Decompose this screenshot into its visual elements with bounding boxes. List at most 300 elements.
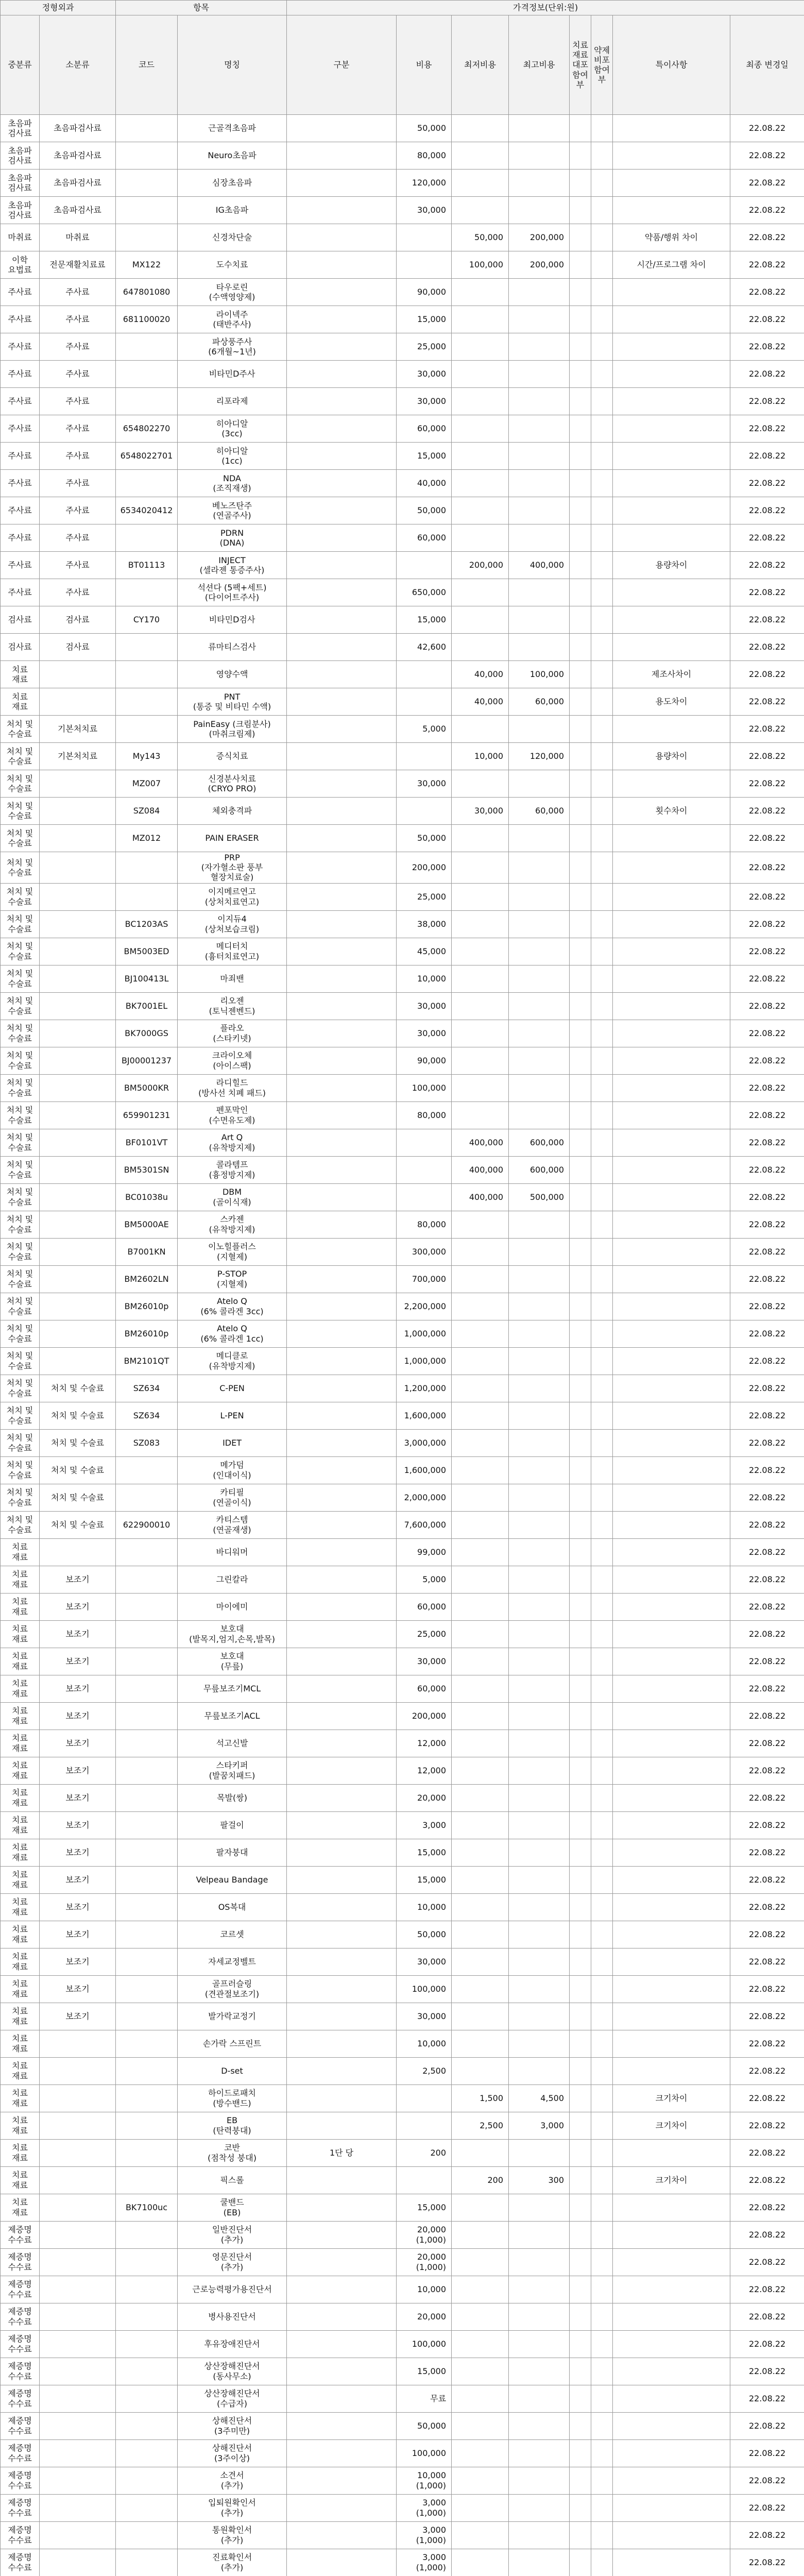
cell-material-included bbox=[570, 634, 591, 661]
cell-item-name: 이노힐플러스 (지혈제) bbox=[178, 1238, 287, 1265]
cell-code bbox=[116, 2139, 178, 2166]
cell-material-included bbox=[570, 1948, 591, 1975]
cell-code: BM5003ED bbox=[116, 938, 178, 965]
cell-note bbox=[613, 2057, 730, 2084]
table-row bbox=[1, 497, 804, 524]
cell-updated-date: 22.08.22 bbox=[730, 1101, 804, 1129]
cell-code: BM2101QT bbox=[116, 1347, 178, 1375]
cell-drug-included bbox=[591, 1456, 613, 1484]
cell-category: 처치 및 수술료 bbox=[1, 770, 40, 798]
cell-min-price bbox=[452, 115, 509, 142]
cell-max-price bbox=[509, 443, 570, 470]
cell-division bbox=[287, 2084, 397, 2112]
cell-subcategory: 주사료 bbox=[40, 306, 116, 333]
cell-category: 초음파 검사료 bbox=[1, 197, 40, 224]
cell-updated-date: 22.08.22 bbox=[730, 552, 804, 579]
cell-item-name: 쿨밴드 (EB) bbox=[178, 2194, 287, 2221]
cell-price: 300,000 bbox=[397, 1238, 452, 1265]
table-row bbox=[1, 992, 804, 1020]
cell-code bbox=[116, 1593, 178, 1620]
cell-category: 처치 및 수술료 bbox=[1, 1156, 40, 1183]
cell-drug-included bbox=[591, 965, 613, 992]
table-row bbox=[1, 1675, 804, 1702]
cell-note bbox=[613, 1265, 730, 1293]
table-row bbox=[1, 197, 804, 224]
cell-max-price bbox=[509, 1347, 570, 1375]
cell-category: 초음파 검사료 bbox=[1, 115, 40, 142]
cell-item-name: 스타키퍼 (발꿈치패드) bbox=[178, 1757, 287, 1784]
cell-drug-included bbox=[591, 279, 613, 306]
cell-subcategory bbox=[40, 883, 116, 910]
cell-note bbox=[613, 2494, 730, 2521]
cell-subcategory: 보조기 bbox=[40, 1921, 116, 1948]
cell-material-included bbox=[570, 606, 591, 634]
cell-subcategory: 보조기 bbox=[40, 1730, 116, 1757]
cell-material-included bbox=[570, 2248, 591, 2276]
cell-division bbox=[287, 634, 397, 661]
cell-code: BK7000GS bbox=[116, 1020, 178, 1047]
cell-max-price: 100,000 bbox=[509, 661, 570, 688]
cell-code bbox=[116, 2385, 178, 2412]
cell-division bbox=[287, 1429, 397, 1456]
cell-drug-included bbox=[591, 2358, 613, 2385]
table-row bbox=[1, 1320, 804, 1347]
cell-material-included bbox=[570, 1975, 591, 2003]
cell-price: 99,000 bbox=[397, 1538, 452, 1566]
cell-price bbox=[397, 251, 452, 279]
cell-code: B7001KN bbox=[116, 1238, 178, 1265]
cell-drug-included bbox=[591, 938, 613, 965]
cell-min-price bbox=[452, 142, 509, 170]
cell-subcategory: 전문재활치료료 bbox=[40, 251, 116, 279]
cell-updated-date: 22.08.22 bbox=[730, 1675, 804, 1702]
cell-updated-date: 22.08.22 bbox=[730, 306, 804, 333]
cell-category: 처치 및 수술료 bbox=[1, 1183, 40, 1211]
cell-note bbox=[613, 1784, 730, 1811]
cell-max-price bbox=[509, 716, 570, 743]
cell-code: 647801080 bbox=[116, 279, 178, 306]
cell-note bbox=[613, 1429, 730, 1456]
cell-drug-included bbox=[591, 1074, 613, 1101]
cell-price: 120,000 bbox=[397, 170, 452, 197]
cell-material-included bbox=[570, 2194, 591, 2221]
cell-division bbox=[287, 1293, 397, 1320]
cell-price: 15,000 bbox=[397, 1866, 452, 1893]
cell-note bbox=[613, 170, 730, 197]
cell-division bbox=[287, 2248, 397, 2276]
cell-division bbox=[287, 2439, 397, 2467]
col-header: 특이사항 bbox=[613, 15, 730, 115]
cell-division bbox=[287, 1566, 397, 1593]
cell-min-price bbox=[452, 1402, 509, 1429]
cell-max-price bbox=[509, 415, 570, 443]
cell-division bbox=[287, 2521, 397, 2549]
cell-price: 60,000 bbox=[397, 1675, 452, 1702]
cell-price: 100,000 bbox=[397, 2439, 452, 2467]
cell-updated-date: 22.08.22 bbox=[730, 1757, 804, 1784]
cell-drug-included bbox=[591, 1429, 613, 1456]
cell-max-price bbox=[509, 1839, 570, 1866]
cell-item-name: 플라오 (스타키넷) bbox=[178, 1020, 287, 1047]
cell-division bbox=[287, 743, 397, 770]
cell-code bbox=[116, 524, 178, 552]
cell-price bbox=[397, 1156, 452, 1183]
cell-material-included bbox=[570, 1784, 591, 1811]
cell-drug-included bbox=[591, 852, 613, 884]
cell-division bbox=[287, 1648, 397, 1675]
cell-category: 제증명 수수료 bbox=[1, 2358, 40, 2385]
cell-updated-date: 22.08.22 bbox=[730, 2549, 804, 2576]
cell-material-included bbox=[570, 2003, 591, 2030]
cell-material-included bbox=[570, 443, 591, 470]
cell-code: My143 bbox=[116, 743, 178, 770]
cell-subcategory: 초음파검사료 bbox=[40, 115, 116, 142]
cell-subcategory bbox=[40, 2385, 116, 2412]
cell-code bbox=[116, 1921, 178, 1948]
cell-division bbox=[287, 1456, 397, 1484]
cell-category: 초음파 검사료 bbox=[1, 170, 40, 197]
cell-min-price bbox=[452, 1757, 509, 1784]
cell-material-included bbox=[570, 1211, 591, 1238]
cell-division bbox=[287, 524, 397, 552]
cell-note bbox=[613, 2549, 730, 2576]
cell-material-included bbox=[570, 1511, 591, 1538]
cell-code: 622900010 bbox=[116, 1511, 178, 1538]
cell-subcategory bbox=[40, 2166, 116, 2194]
cell-max-price bbox=[509, 2276, 570, 2303]
cell-drug-included bbox=[591, 798, 613, 825]
cell-note bbox=[613, 2439, 730, 2467]
cell-material-included bbox=[570, 2303, 591, 2330]
cell-item-name: 입퇴원확인서 (추가) bbox=[178, 2494, 287, 2521]
cell-division bbox=[287, 688, 397, 716]
cell-note bbox=[613, 2276, 730, 2303]
cell-division bbox=[287, 1921, 397, 1948]
table-row bbox=[1, 852, 804, 884]
cell-drug-included bbox=[591, 115, 613, 142]
cell-material-included bbox=[570, 1866, 591, 1893]
cell-category: 주사료 bbox=[1, 279, 40, 306]
cell-max-price: 200,000 bbox=[509, 251, 570, 279]
cell-updated-date: 22.08.22 bbox=[730, 2303, 804, 2330]
cell-item-name: 크라이오체 (아이스팩) bbox=[178, 1047, 287, 1074]
cell-material-included bbox=[570, 2276, 591, 2303]
cell-note bbox=[613, 606, 730, 634]
cell-price: 50,000 bbox=[397, 825, 452, 852]
cell-drug-included bbox=[591, 2057, 613, 2084]
cell-code bbox=[116, 1866, 178, 1893]
cell-price: 650,000 bbox=[397, 579, 452, 606]
cell-max-price bbox=[509, 1211, 570, 1238]
cell-division bbox=[287, 1484, 397, 1511]
cell-division bbox=[287, 1238, 397, 1265]
cell-code bbox=[116, 1893, 178, 1921]
cell-note bbox=[613, 1893, 730, 1921]
cell-category: 처치 및 수술료 bbox=[1, 852, 40, 884]
cell-min-price bbox=[452, 2549, 509, 2576]
cell-max-price bbox=[509, 1456, 570, 1484]
cell-division bbox=[287, 1538, 397, 1566]
cell-division bbox=[287, 470, 397, 497]
cell-max-price bbox=[509, 2248, 570, 2276]
cell-note bbox=[613, 1975, 730, 2003]
cell-max-price bbox=[509, 965, 570, 992]
table-row bbox=[1, 1375, 804, 1402]
cell-division bbox=[287, 1730, 397, 1757]
cell-drug-included bbox=[591, 1921, 613, 1948]
cell-updated-date: 22.08.22 bbox=[730, 716, 804, 743]
cell-note bbox=[613, 470, 730, 497]
cell-subcategory bbox=[40, 2330, 116, 2358]
cell-division bbox=[287, 1101, 397, 1129]
cell-drug-included bbox=[591, 524, 613, 552]
cell-price: 100,000 bbox=[397, 1975, 452, 2003]
cell-item-name: P-STOP (지혈제) bbox=[178, 1265, 287, 1293]
cell-code bbox=[116, 2276, 178, 2303]
cell-drug-included bbox=[591, 1484, 613, 1511]
cell-drug-included bbox=[591, 361, 613, 388]
cell-max-price bbox=[509, 1784, 570, 1811]
cell-max-price bbox=[509, 1648, 570, 1675]
cell-item-name: L-PEN bbox=[178, 1402, 287, 1429]
cell-subcategory: 검사료 bbox=[40, 606, 116, 634]
cell-division bbox=[287, 2385, 397, 2412]
table-row bbox=[1, 2003, 804, 2030]
cell-max-price bbox=[509, 1702, 570, 1730]
table-row bbox=[1, 1730, 804, 1757]
cell-min-price bbox=[452, 634, 509, 661]
cell-note bbox=[613, 1402, 730, 1429]
table-row bbox=[1, 2166, 804, 2194]
cell-min-price bbox=[452, 1238, 509, 1265]
col-header: 비용 bbox=[397, 15, 452, 115]
cell-min-price bbox=[452, 825, 509, 852]
cell-division bbox=[287, 938, 397, 965]
cell-category: 처치 및 수술료 bbox=[1, 1347, 40, 1375]
cell-max-price: 60,000 bbox=[509, 798, 570, 825]
cell-item-name: 메가덤 (인대이식) bbox=[178, 1456, 287, 1484]
cell-updated-date: 22.08.22 bbox=[730, 910, 804, 938]
cell-drug-included bbox=[591, 470, 613, 497]
cell-category: 처치 및 수술료 bbox=[1, 938, 40, 965]
cell-updated-date: 22.08.22 bbox=[730, 1074, 804, 1101]
cell-item-name: 마이에미 bbox=[178, 1593, 287, 1620]
cell-material-included bbox=[570, 1538, 591, 1566]
cell-min-price bbox=[452, 852, 509, 884]
cell-category: 초음파 검사료 bbox=[1, 142, 40, 170]
cell-updated-date: 22.08.22 bbox=[730, 1648, 804, 1675]
cell-updated-date: 22.08.22 bbox=[730, 388, 804, 415]
table-row bbox=[1, 1484, 804, 1511]
cell-code bbox=[116, 2439, 178, 2467]
cell-material-included bbox=[570, 1047, 591, 1074]
cell-division bbox=[287, 1511, 397, 1538]
cell-note bbox=[613, 306, 730, 333]
cell-price: 3,000,000 bbox=[397, 1429, 452, 1456]
cell-drug-included bbox=[591, 2303, 613, 2330]
cell-max-price bbox=[509, 2494, 570, 2521]
cell-item-name: 리오젠 (토닉젠벤드) bbox=[178, 992, 287, 1020]
cell-min-price bbox=[452, 524, 509, 552]
cell-division bbox=[287, 2549, 397, 2576]
table-row bbox=[1, 2139, 804, 2166]
table-row bbox=[1, 1948, 804, 1975]
cell-max-price bbox=[509, 1730, 570, 1757]
cell-price: 80,000 bbox=[397, 1101, 452, 1129]
cell-category: 치료 재료 bbox=[1, 1757, 40, 1784]
table-row bbox=[1, 1047, 804, 1074]
cell-min-price bbox=[452, 2194, 509, 2221]
cell-code bbox=[116, 2112, 178, 2139]
cell-subcategory: 기본처치료 bbox=[40, 743, 116, 770]
cell-min-price: 2,500 bbox=[452, 2112, 509, 2139]
cell-price: 100,000 bbox=[397, 2330, 452, 2358]
table-row bbox=[1, 251, 804, 279]
cell-subcategory: 보조기 bbox=[40, 1593, 116, 1620]
cell-division bbox=[287, 852, 397, 884]
cell-note bbox=[613, 333, 730, 361]
cell-price: 25,000 bbox=[397, 883, 452, 910]
cell-material-included bbox=[570, 770, 591, 798]
cell-subcategory: 보조기 bbox=[40, 1893, 116, 1921]
cell-subcategory: 보조기 bbox=[40, 1757, 116, 1784]
cell-division: 1단 당 bbox=[287, 2139, 397, 2166]
table-row bbox=[1, 1975, 804, 2003]
cell-item-name: PDRN (DNA) bbox=[178, 524, 287, 552]
cell-drug-included bbox=[591, 2494, 613, 2521]
table-row bbox=[1, 2439, 804, 2467]
cell-category: 처치 및 수술료 bbox=[1, 1320, 40, 1347]
cell-material-included bbox=[570, 251, 591, 279]
table-row bbox=[1, 1593, 804, 1620]
cell-min-price bbox=[452, 1620, 509, 1648]
cell-updated-date: 22.08.22 bbox=[730, 1402, 804, 1429]
cell-subcategory bbox=[40, 2030, 116, 2057]
cell-category: 처치 및 수술료 bbox=[1, 910, 40, 938]
table-row bbox=[1, 1757, 804, 1784]
cell-subcategory bbox=[40, 2084, 116, 2112]
cell-max-price bbox=[509, 1402, 570, 1429]
cell-material-included bbox=[570, 798, 591, 825]
cell-updated-date: 22.08.22 bbox=[730, 2003, 804, 2030]
cell-min-price: 40,000 bbox=[452, 661, 509, 688]
cell-max-price bbox=[509, 1265, 570, 1293]
cell-item-name: 석고신발 bbox=[178, 1730, 287, 1757]
cell-price bbox=[397, 552, 452, 579]
cell-price: 10,000 bbox=[397, 965, 452, 992]
cell-max-price bbox=[509, 1566, 570, 1593]
cell-max-price bbox=[509, 992, 570, 1020]
cell-item-name: 영문진단서 (추가) bbox=[178, 2248, 287, 2276]
cell-subcategory: 주사료 bbox=[40, 388, 116, 415]
cell-item-name: 통원확인서 (추가) bbox=[178, 2521, 287, 2549]
cell-code: BC01038u bbox=[116, 1183, 178, 1211]
table-row bbox=[1, 883, 804, 910]
cell-category: 처치 및 수술료 bbox=[1, 992, 40, 1020]
cell-updated-date: 22.08.22 bbox=[730, 1183, 804, 1211]
cell-max-price bbox=[509, 938, 570, 965]
cell-category: 치료 재료 bbox=[1, 1730, 40, 1757]
cell-note bbox=[613, 115, 730, 142]
cell-subcategory bbox=[40, 1101, 116, 1129]
cell-price bbox=[397, 2084, 452, 2112]
cell-min-price bbox=[452, 1293, 509, 1320]
cell-category: 처치 및 수술료 bbox=[1, 1211, 40, 1238]
cell-note bbox=[613, 388, 730, 415]
cell-subcategory bbox=[40, 910, 116, 938]
cell-drug-included bbox=[591, 743, 613, 770]
cell-category: 치료 재료 bbox=[1, 2003, 40, 2030]
cell-min-price bbox=[452, 1730, 509, 1757]
cell-min-price bbox=[452, 2385, 509, 2412]
table-row bbox=[1, 1265, 804, 1293]
cell-subcategory: 주사료 bbox=[40, 279, 116, 306]
cell-max-price: 600,000 bbox=[509, 1156, 570, 1183]
cell-subcategory bbox=[40, 2112, 116, 2139]
cell-category: 처치 및 수술료 bbox=[1, 1101, 40, 1129]
cell-subcategory bbox=[40, 1129, 116, 1156]
cell-min-price bbox=[452, 1484, 509, 1511]
cell-drug-included bbox=[591, 1811, 613, 1839]
cell-code bbox=[116, 1757, 178, 1784]
cell-category: 제증명 수수료 bbox=[1, 2276, 40, 2303]
cell-min-price: 40,000 bbox=[452, 688, 509, 716]
cell-updated-date: 22.08.22 bbox=[730, 798, 804, 825]
cell-item-name: 스카젠 (유착방지제) bbox=[178, 1211, 287, 1238]
cell-subcategory: 주사료 bbox=[40, 361, 116, 388]
cell-min-price bbox=[452, 2139, 509, 2166]
cell-drug-included bbox=[591, 142, 613, 170]
cell-subcategory: 주사료 bbox=[40, 579, 116, 606]
cell-division bbox=[287, 992, 397, 1020]
table-row bbox=[1, 2057, 804, 2084]
table-row bbox=[1, 2412, 804, 2439]
cell-category: 제증명 수수료 bbox=[1, 2330, 40, 2358]
cell-item-name: 콜라템프 (흉정방지제) bbox=[178, 1156, 287, 1183]
cell-max-price: 500,000 bbox=[509, 1183, 570, 1211]
cell-item-name: 보호대 (무릎) bbox=[178, 1648, 287, 1675]
cell-material-included bbox=[570, 1675, 591, 1702]
cell-subcategory bbox=[40, 2303, 116, 2330]
cell-division bbox=[287, 415, 397, 443]
cell-note bbox=[613, 1211, 730, 1238]
cell-division bbox=[287, 579, 397, 606]
cell-note bbox=[613, 1074, 730, 1101]
cell-item-name: 이지듀4 (상처보습크림) bbox=[178, 910, 287, 938]
cell-division bbox=[287, 1866, 397, 1893]
cell-updated-date: 22.08.22 bbox=[730, 1211, 804, 1238]
cell-division bbox=[287, 2166, 397, 2194]
cell-item-name: 증식치료 bbox=[178, 743, 287, 770]
cell-division bbox=[287, 197, 397, 224]
cell-material-included bbox=[570, 2494, 591, 2521]
cell-min-price bbox=[452, 883, 509, 910]
cell-subcategory bbox=[40, 2057, 116, 2084]
cell-updated-date: 22.08.22 bbox=[730, 1538, 804, 1566]
cell-material-included bbox=[570, 1238, 591, 1265]
cell-max-price bbox=[509, 825, 570, 852]
cell-category: 주사료 bbox=[1, 579, 40, 606]
cell-material-included bbox=[570, 2084, 591, 2112]
cell-max-price bbox=[509, 2439, 570, 2467]
cell-updated-date: 22.08.22 bbox=[730, 1730, 804, 1757]
cell-max-price bbox=[509, 279, 570, 306]
cell-note: 크기차이 bbox=[613, 2166, 730, 2194]
col-header: 소분류 bbox=[40, 15, 116, 115]
cell-price: 1,200,000 bbox=[397, 1375, 452, 1402]
cell-updated-date: 22.08.22 bbox=[730, 2030, 804, 2057]
cell-division bbox=[287, 661, 397, 688]
